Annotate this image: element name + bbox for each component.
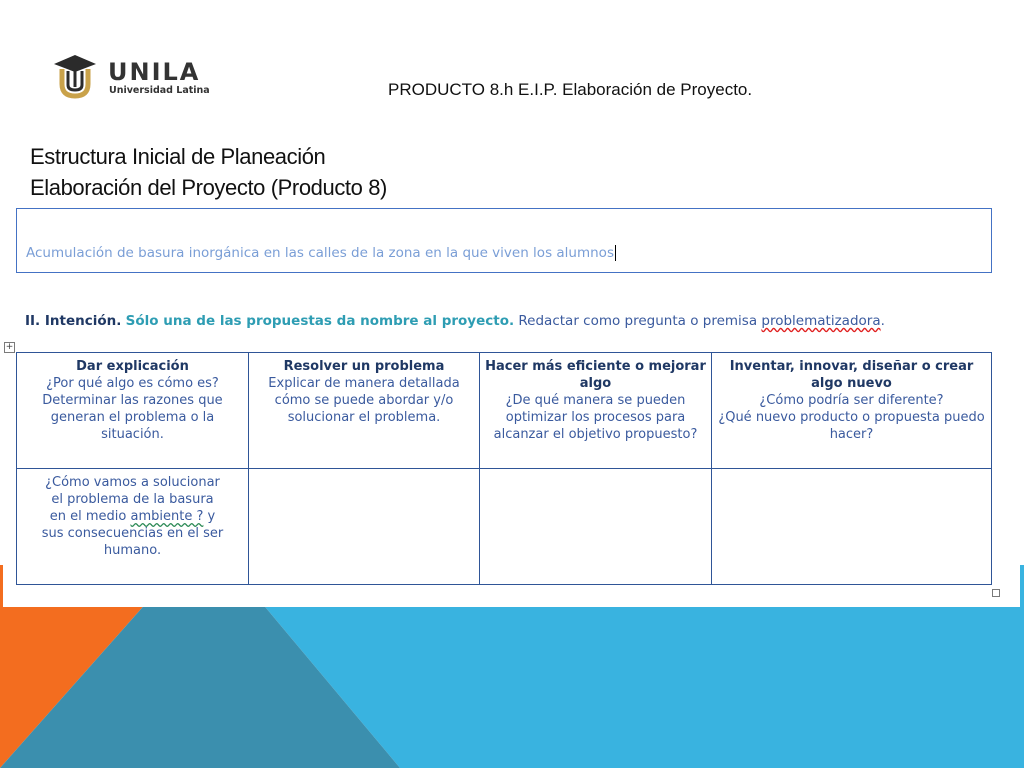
intention-instruction-word: problematizadora <box>761 313 881 329</box>
logo-name: UNILA <box>108 58 201 86</box>
unila-crest-icon <box>50 52 100 102</box>
header-title: Inventar, innovar, diseñar o crear algo nuevo <box>729 359 974 391</box>
answer-cell-inventar[interactable] <box>712 469 992 585</box>
answer-cell-resolver[interactable] <box>249 469 480 585</box>
intention-highlight: Sólo una de las propuestas da nombre al proyecto. <box>125 313 515 329</box>
answer-text-part2: y sus consecuencias en el ser humano. <box>41 509 224 558</box>
topic-text <box>26 245 616 261</box>
table-resize-handle-icon[interactable] <box>992 589 1000 597</box>
header-description: Explicar de manera detallada cómo se puede abordar y/o solucionar el problema. <box>268 376 460 425</box>
unila-logo <box>50 52 220 104</box>
answer-cell-explicacion[interactable] <box>17 469 249 585</box>
header-title: Hacer más eficiente o mejorar algo <box>485 359 706 391</box>
title-line-1: Estructura Inicial de Planeación <box>30 144 326 169</box>
logo-subtitle: Universidad Latina <box>109 85 210 96</box>
title-line-2: Elaboración del Proyecto (Producto 8) <box>30 175 387 200</box>
table-response-row <box>17 469 992 585</box>
intention-instruction-end: . <box>880 313 885 329</box>
topic-text-content: Acumulación de basura inorgánica en las calles de la zona en la que viven los alumnos <box>26 245 614 261</box>
table-move-handle-icon[interactable]: + <box>5 342 14 352</box>
intention-label: II. Intención. <box>25 313 122 329</box>
intention-instruction-start: Redactar como pregunta o premisa <box>518 313 758 329</box>
header-cell-resolver[interactable] <box>249 353 480 469</box>
header-cell-eficiente[interactable] <box>480 353 712 469</box>
header-title: Resolver un problema <box>283 359 445 374</box>
header-cell-inventar[interactable] <box>712 353 992 469</box>
intention-table <box>16 352 992 585</box>
answer-text-part1: ¿Cómo vamos a solucionar el problema de la basura en el medio <box>45 475 220 524</box>
header-description: ¿De qué manera se pueden optimizar los procesos para alcanzar el objetivo propuesto? <box>493 393 698 442</box>
topic-text-box[interactable] <box>16 208 992 273</box>
table-header-row <box>17 353 992 469</box>
header-description: ¿Por qué algo es cómo es? Determinar las razones que generan el problema o la situación. <box>42 376 223 442</box>
product-title: PRODUCTO 8.h E.I.P. Elaboración de Proyecto. <box>388 80 753 99</box>
header-title: Dar explicación <box>76 359 189 374</box>
answer-cell-eficiente[interactable] <box>480 469 712 585</box>
intention-instruction <box>25 313 885 329</box>
page-title <box>30 141 387 203</box>
header-description: ¿Cómo podría ser diferente? ¿Qué nuevo producto o propuesta puedo hacer? <box>718 393 985 442</box>
answer-text-underlined: ambiente ? <box>130 509 204 524</box>
header-cell-explicacion[interactable] <box>17 353 249 469</box>
text-cursor <box>615 245 616 261</box>
